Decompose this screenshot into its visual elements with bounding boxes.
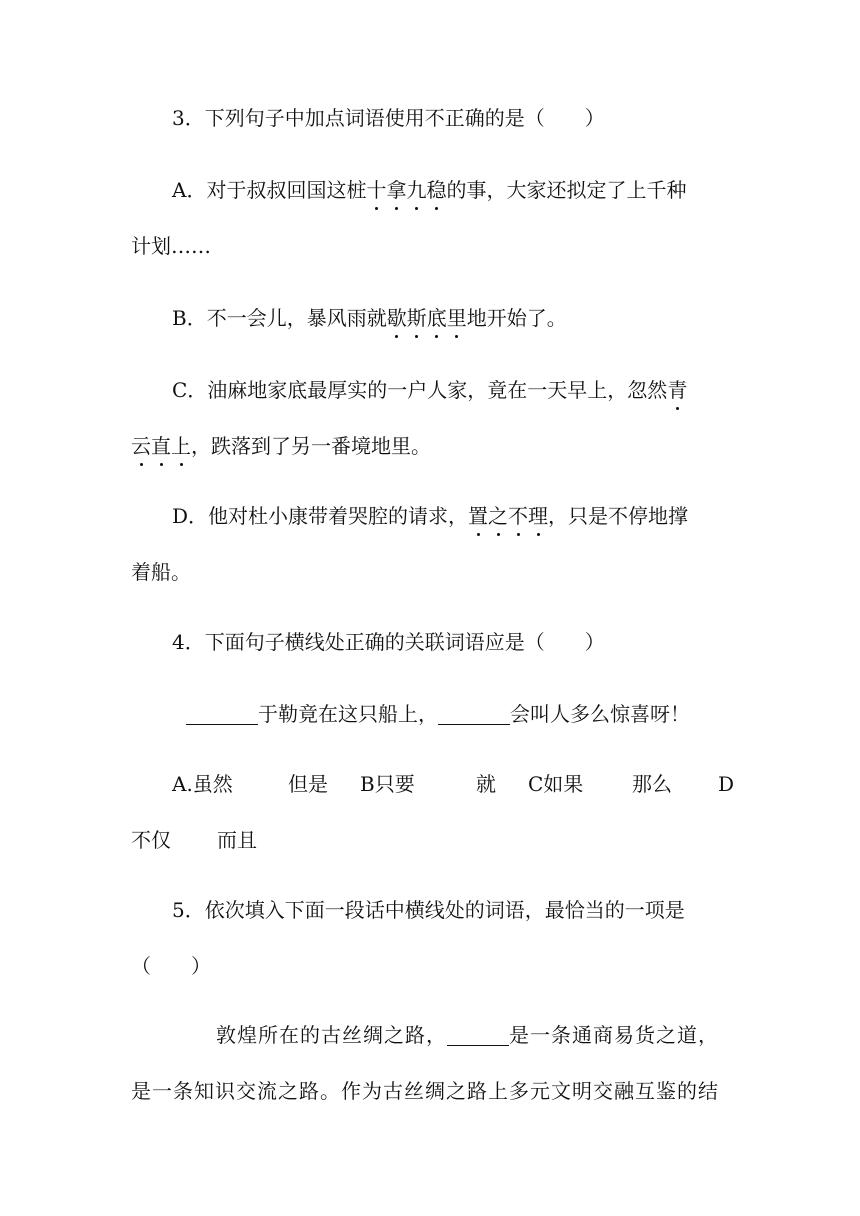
q4-options <box>172 770 734 798</box>
q3-option-d-continued: 着船。 <box>131 560 191 584</box>
q3-a-text-before: A．对于叔叔回国这桩 <box>172 178 367 202</box>
q3-b-text-before: B．不一会儿，暴风雨就 <box>172 306 387 330</box>
dotted-char: 之 <box>488 504 509 528</box>
q4-stem: 4．下面句子横线处正确的关联词语应是（ ） <box>172 630 605 654</box>
q3-b-text-after: 地开始了。 <box>466 306 567 330</box>
dotted-char: 底 <box>426 306 447 330</box>
answer-blank <box>447 1023 509 1046</box>
dotted-char: 云 <box>131 434 151 458</box>
dotted-char: 上 <box>171 434 191 458</box>
answer-blank <box>186 702 258 725</box>
q4-sentence <box>186 700 690 728</box>
q4-option-b-first: B只要 <box>360 772 415 796</box>
q5-passage-before: 敦煌所在的古丝绸之路， <box>216 1025 447 1047</box>
dotted-char: 里 <box>446 306 467 330</box>
q4-option-a-first: A.虽然 <box>172 772 233 796</box>
dotted-char: 九 <box>406 178 427 202</box>
q4-sentence-mid: 于勒竟在这只船上， <box>258 702 438 726</box>
q3-d-text-before: D．他对杜小康带着哭腔的请求， <box>172 504 469 528</box>
q4-option-d-label: D <box>718 772 735 796</box>
q4-option-d-second: 而且 <box>217 828 257 852</box>
dotted-char: 青 <box>667 378 688 402</box>
q4-option-d-first: 不仅 <box>131 828 171 852</box>
q5-passage-line1 <box>216 1022 719 1050</box>
q4-option-c-first: C如果 <box>528 772 584 796</box>
dotted-char: 斯 <box>406 306 427 330</box>
q4-option-b-second: 就 <box>476 772 496 796</box>
q3-option-c-continued <box>131 432 431 460</box>
q5-stem: 5．依次填入下面一段话中横线处的词语，最恰当的一项是 <box>172 898 685 922</box>
q4-option-a-second: 但是 <box>288 772 328 796</box>
q3-option-b <box>172 304 567 332</box>
dotted-char: 稳 <box>426 178 447 202</box>
dotted-char: 理 <box>528 504 549 528</box>
q3-a-text-after: 的事，大家还拟定了上千种 <box>446 178 687 202</box>
dotted-char: 十 <box>366 178 387 202</box>
q3-c-text-after: ，跌落到了另一番境地里。 <box>191 434 431 458</box>
q3-option-d <box>172 502 688 530</box>
q4-option-c-second: 那么 <box>632 772 672 796</box>
q4-sentence-end: 会叫人多么惊喜呀！ <box>510 702 690 726</box>
q3-d-text-after: ，只是不停地撑 <box>548 504 689 528</box>
dotted-char: 拿 <box>386 178 407 202</box>
dotted-char: 直 <box>151 434 171 458</box>
q3-c-text-before: C．油麻地家底最厚实的一户人家，竟在一天早上，忽然 <box>172 378 668 402</box>
q5-passage-line2: 是一条知识交流之路。作为古丝绸之路上多元文明交融互鉴的结 <box>131 1081 719 1103</box>
q5-stem-continued: （ ） <box>131 954 211 978</box>
q3-option-c <box>172 376 687 404</box>
q5-passage-after: 是一条通商易货之道， <box>509 1025 719 1047</box>
q3-stem: 3．下列句子中加点词语使用不正确的是（ ） <box>172 106 605 130</box>
dotted-char: 歇 <box>386 306 407 330</box>
q3-option-a-continued: 计划…… <box>131 234 211 258</box>
dotted-char: 置 <box>468 504 489 528</box>
q4-options-continued <box>131 826 257 854</box>
dotted-char: 不 <box>508 504 529 528</box>
q3-option-a <box>172 176 686 204</box>
answer-blank <box>438 702 510 725</box>
